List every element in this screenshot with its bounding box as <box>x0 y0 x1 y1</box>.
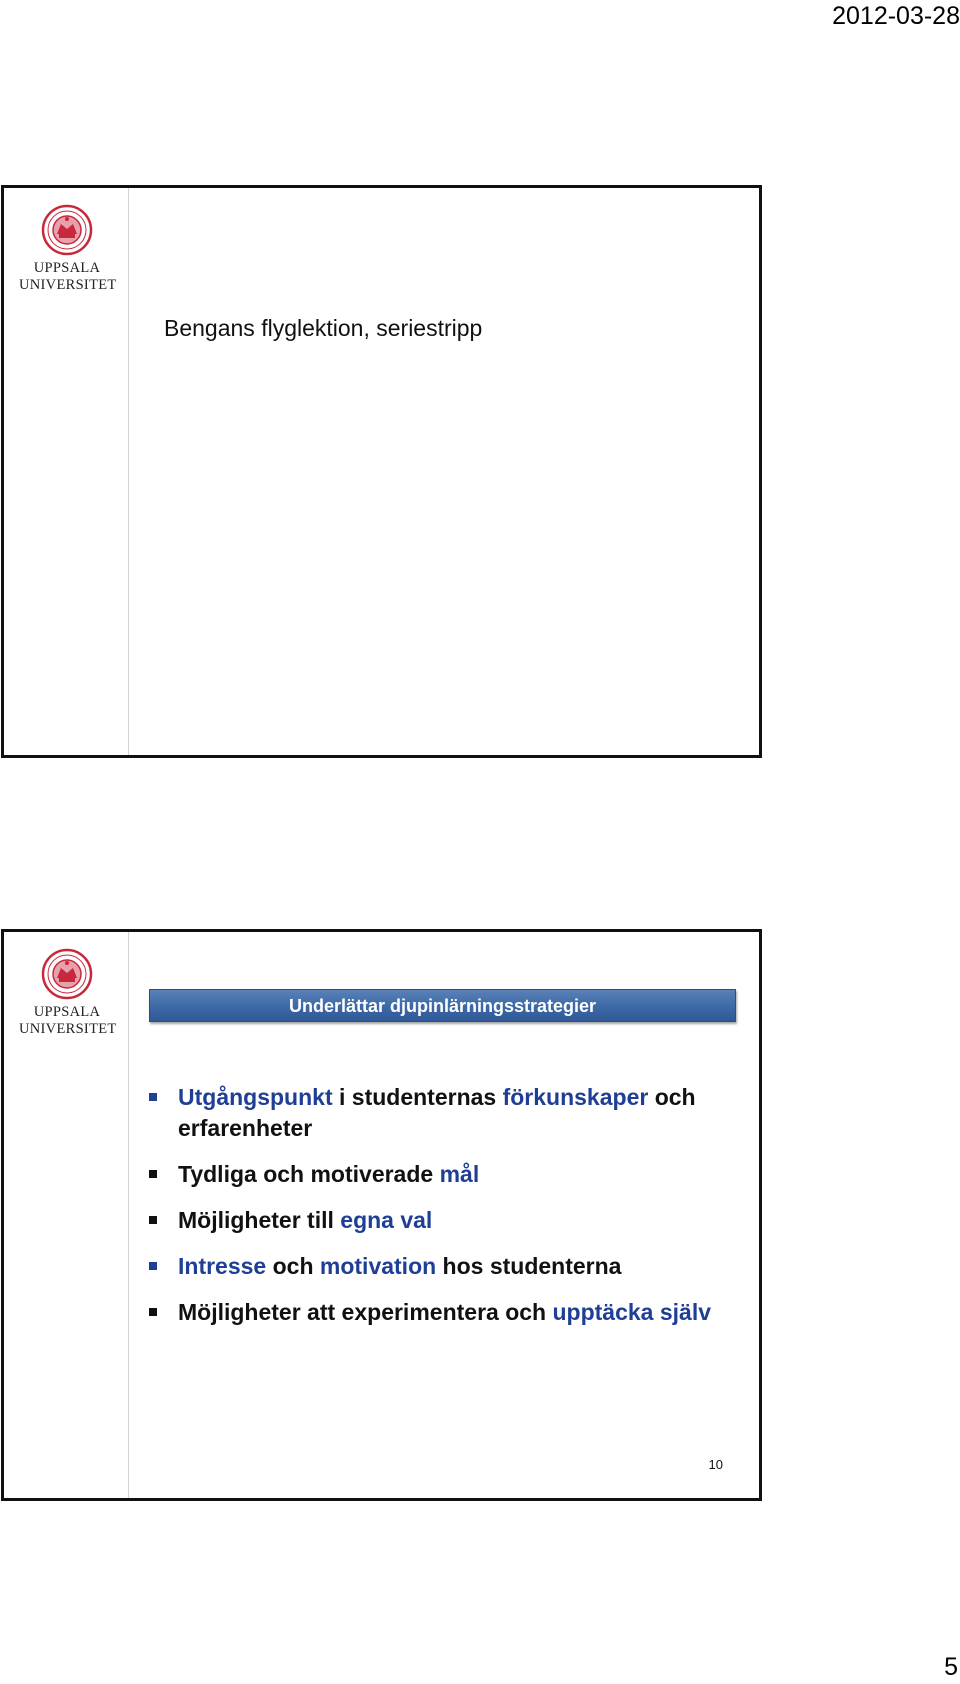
highlighted-text: upptäcka själv <box>552 1299 712 1325</box>
bullet-text: Möjligheter till <box>178 1207 341 1233</box>
logo-line-1: UPPSALA <box>33 1004 101 1020</box>
university-logo <box>19 204 115 304</box>
bullet-text: Tydliga och motiverade <box>178 1161 440 1187</box>
logo-line-2: UNIVERSITET <box>19 277 117 293</box>
slide-number: 10 <box>708 1457 723 1472</box>
square-bullet-icon <box>149 1262 157 1270</box>
bullet-list <box>148 1082 738 1343</box>
bullet-item <box>148 1205 738 1236</box>
slide-1 <box>1 185 762 758</box>
highlighted-text: förkunskaper <box>502 1084 649 1110</box>
highlighted-text: Intresse <box>178 1253 267 1279</box>
bullet-text: och erfarenheter <box>178 1084 696 1141</box>
university-logo <box>19 948 115 1048</box>
logo-text <box>19 260 115 294</box>
bullet-text: och <box>266 1253 320 1279</box>
highlighted-text: motivation <box>319 1253 437 1279</box>
bullet-text: i studenternas <box>332 1084 503 1110</box>
highlighted-text: mål <box>439 1161 480 1187</box>
page-number: 5 <box>944 1653 958 1681</box>
bullet-text: hos studenterna <box>436 1253 622 1279</box>
square-bullet-icon <box>149 1170 157 1178</box>
bullet-item <box>148 1251 738 1282</box>
square-bullet-icon <box>149 1216 157 1224</box>
seal-icon <box>41 948 93 1000</box>
highlighted-text: Utgångspunkt <box>178 1084 333 1110</box>
seal-icon <box>41 204 93 256</box>
sidebar-divider <box>128 188 129 755</box>
slide-2-title: Underlättar djupinlärningsstrategier <box>149 989 736 1022</box>
bullet-text: Möjligheter att experimentera och <box>178 1299 553 1325</box>
square-bullet-icon <box>149 1308 157 1316</box>
page-date: 2012-03-28 <box>832 2 960 30</box>
bullet-item <box>148 1297 738 1328</box>
logo-line-2: UNIVERSITET <box>19 1021 117 1037</box>
sidebar-divider <box>128 932 129 1498</box>
logo-text <box>19 1004 115 1038</box>
slide-1-title: Bengans flyglektion, seriestripp <box>164 315 483 341</box>
logo-line-1: UPPSALA <box>33 260 101 276</box>
highlighted-text: egna val <box>340 1207 433 1233</box>
bullet-item <box>148 1082 738 1144</box>
square-bullet-icon <box>149 1093 157 1101</box>
bullet-item <box>148 1159 738 1190</box>
slide-2 <box>1 929 762 1501</box>
